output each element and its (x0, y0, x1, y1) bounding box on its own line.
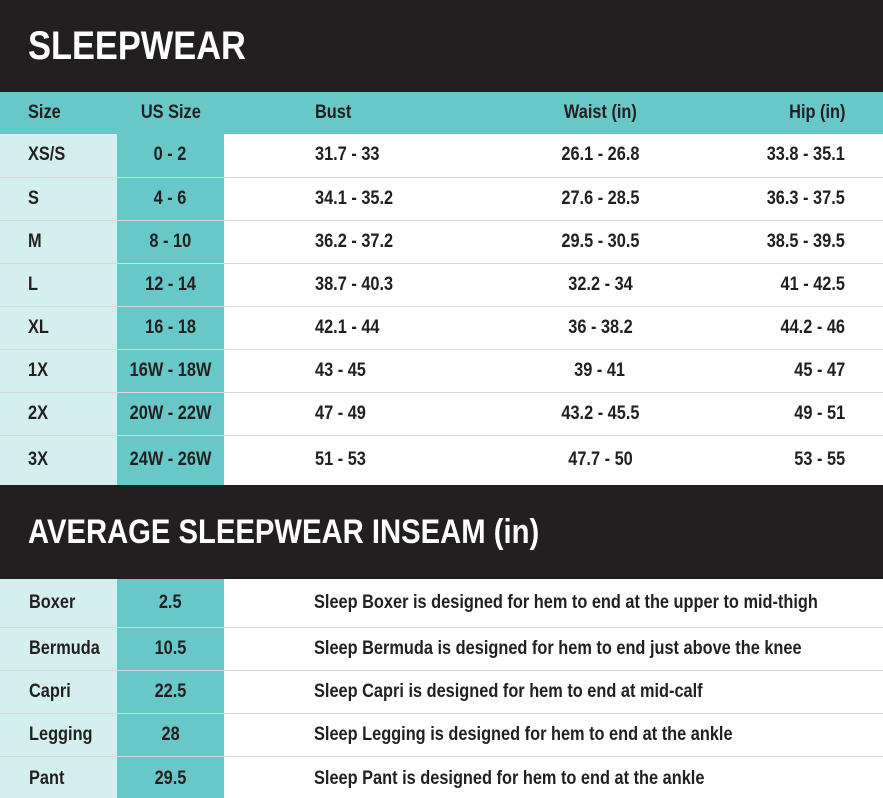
hip-cell: 36.3 - 37.5 (766, 187, 845, 209)
inseam-style-cell: Capri (0, 670, 117, 713)
table-row (0, 392, 883, 435)
hip-cell: 53 - 55 (794, 449, 845, 471)
table-row (0, 177, 883, 220)
inseam-value-cell: 10.5 (117, 627, 224, 670)
inseam-title: AVERAGE SLEEPWEAR INSEAM (in) (28, 512, 540, 551)
bust-cell: 31.7 - 33 (315, 144, 380, 166)
table-row (0, 627, 883, 670)
waist-cell: 39 - 41 (574, 359, 626, 381)
size-cell: 1X (0, 349, 117, 392)
hip-cell: 45 - 47 (794, 359, 845, 381)
table-row (0, 713, 883, 756)
us-size-cell: 16W - 18W (117, 349, 224, 392)
page-title: SLEEPWEAR (28, 23, 246, 68)
header-us-size: US Size (117, 92, 224, 134)
waist-cell: 32.2 - 34 (567, 273, 633, 295)
inseam-style-cell: Pant (0, 756, 117, 798)
us-size-cell: 20W - 22W (117, 392, 224, 435)
hip-cell: 41 - 42.5 (780, 273, 845, 295)
waist-cell: 26.1 - 26.8 (560, 144, 640, 166)
inseam-value-cell: 29.5 (117, 756, 224, 798)
bust-cell: 43 - 45 (315, 359, 366, 381)
waist-cell: 47.7 - 50 (567, 449, 633, 471)
inseam-title-banner (0, 485, 883, 579)
size-cell: 2X (0, 392, 117, 435)
inseam-style-cell: Bermuda (0, 627, 117, 670)
table-row (0, 306, 883, 349)
inseam-value-cell: 28 (117, 713, 224, 756)
table-row (0, 220, 883, 263)
us-size-cell: 4 - 6 (117, 177, 224, 220)
table-row (0, 670, 883, 713)
table-row (0, 579, 883, 627)
inseam-description-cell: Sleep Capri is designed for hem to end at mid-calf (314, 680, 703, 702)
bust-cell: 42.1 - 44 (315, 316, 380, 338)
table-row (0, 134, 883, 177)
bust-cell: 34.1 - 35.2 (315, 187, 394, 209)
inseam-style-cell: Boxer (0, 579, 117, 627)
inseam-description-cell: Sleep Pant is designed for hem to end at the ankle (314, 768, 705, 790)
table-row (0, 756, 883, 798)
size-cell: M (0, 220, 117, 263)
waist-cell: 29.5 - 30.5 (560, 230, 640, 252)
hip-cell: 49 - 51 (794, 402, 845, 424)
waist-cell: 43.2 - 45.5 (560, 402, 640, 424)
header-waist: Waist (in) (563, 102, 637, 123)
page-title-banner (0, 0, 883, 92)
size-cell: XS/S (0, 134, 117, 177)
bust-cell: 36.2 - 37.2 (315, 230, 394, 252)
size-cell: S (0, 177, 117, 220)
us-size-cell: 24W - 26W (117, 435, 224, 485)
inseam-description-cell: Sleep Bermuda is designed for hem to end just above the knee (314, 637, 802, 659)
size-chart-table (0, 92, 883, 485)
inseam-description-cell: Sleep Legging is designed for hem to end at the ankle (314, 723, 733, 745)
us-size-cell: 16 - 18 (117, 306, 224, 349)
us-size-cell: 8 - 10 (117, 220, 224, 263)
hip-cell: 38.5 - 39.5 (766, 230, 845, 252)
waist-cell: 27.6 - 28.5 (560, 187, 640, 209)
header-bust: Bust (315, 102, 352, 123)
table-row (0, 349, 883, 392)
size-chart-header-row (0, 92, 883, 134)
bust-cell: 38.7 - 40.3 (315, 273, 394, 295)
us-size-cell: 0 - 2 (117, 134, 224, 177)
size-cell: XL (0, 306, 117, 349)
inseam-value-cell: 22.5 (117, 670, 224, 713)
waist-cell: 36 - 38.2 (567, 316, 633, 338)
size-cell: 3X (0, 435, 117, 485)
header-size: Size (0, 92, 117, 134)
hip-cell: 44.2 - 46 (780, 316, 845, 338)
size-cell: L (0, 263, 117, 306)
header-hip: Hip (in) (788, 102, 845, 123)
inseam-table (0, 579, 883, 798)
table-row (0, 263, 883, 306)
hip-cell: 33.8 - 35.1 (766, 144, 845, 166)
us-size-cell: 12 - 14 (117, 263, 224, 306)
bust-cell: 47 - 49 (315, 402, 366, 424)
table-row (0, 435, 883, 485)
inseam-value-cell: 2.5 (117, 579, 224, 627)
inseam-description-cell: Sleep Boxer is designed for hem to end at the upper to mid-thigh (314, 591, 818, 613)
inseam-style-cell: Legging (0, 713, 117, 756)
bust-cell: 51 - 53 (315, 449, 366, 471)
